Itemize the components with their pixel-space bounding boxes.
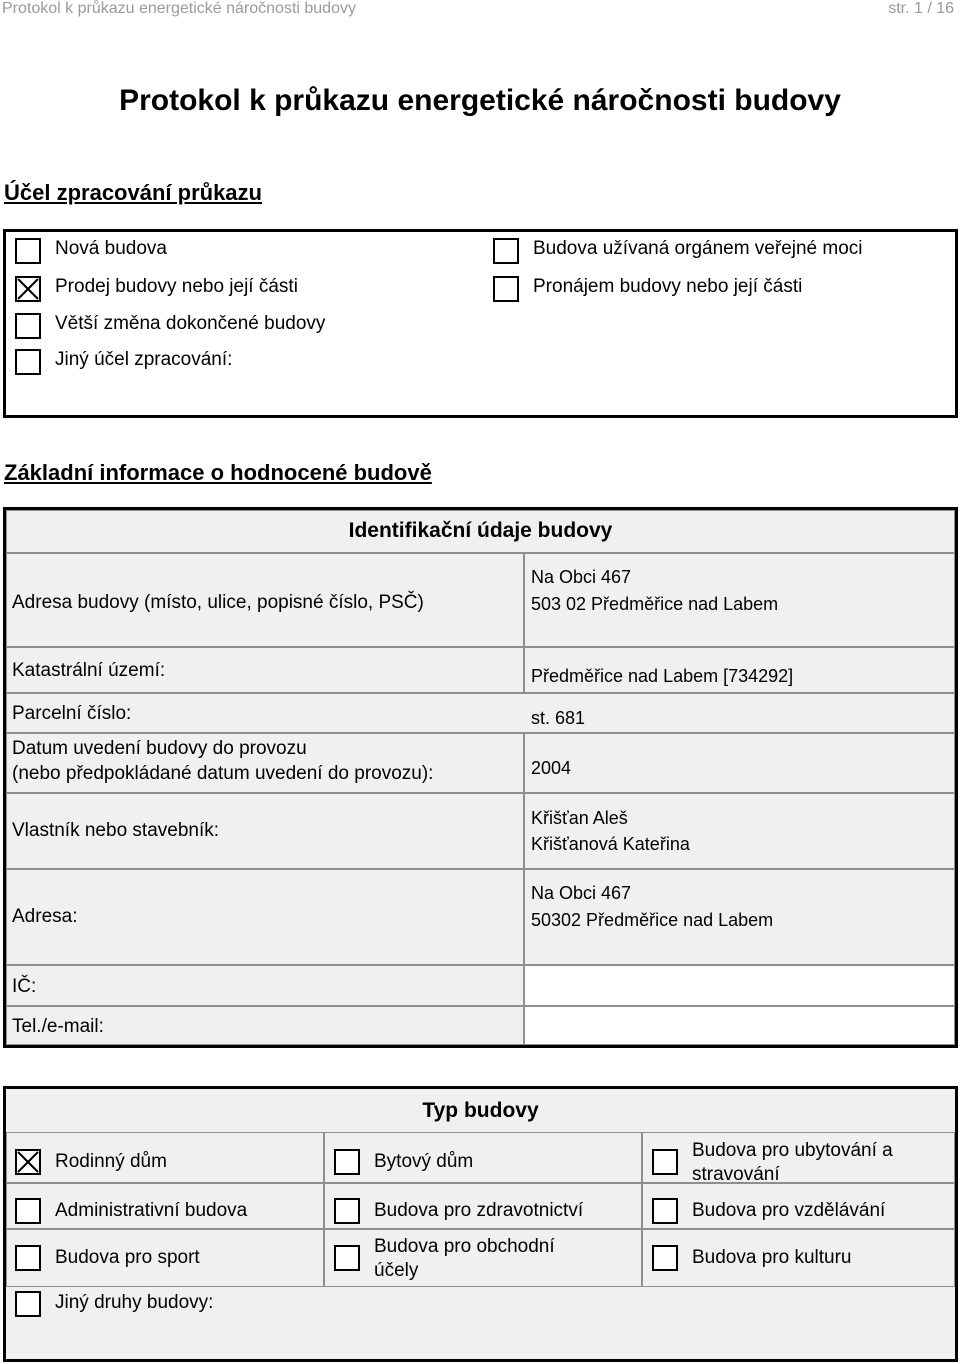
owner-line-1: Křišťan Aleš — [531, 808, 628, 828]
type-label-other: Jiný druhy budovy: — [55, 1292, 214, 1313]
tel-label: Tel./e-mail: — [12, 1016, 104, 1037]
owner-address-line-1: Na Obci 467 — [531, 883, 632, 903]
type-label-accommodation-2: stravování — [692, 1164, 780, 1185]
purpose-checkbox-rental[interactable] — [493, 276, 519, 302]
type-checkbox-sport[interactable] — [15, 1245, 41, 1271]
type-checkbox-other[interactable] — [15, 1291, 41, 1317]
owner-address-line-2: 50302 Předměřice nad Labem — [531, 910, 774, 930]
identification-table-title: Identifikační údaje budovy — [348, 519, 613, 542]
cadastral-label: Katastrální území: — [12, 660, 166, 681]
type-checkbox-education[interactable] — [652, 1198, 678, 1224]
type-label-apartment: Bytový dům — [374, 1151, 474, 1172]
page-number: str. 1 / 16 — [888, 0, 954, 17]
purpose-label-sale: Prodej budovy nebo její části — [55, 276, 298, 297]
type-label-culture: Budova pro kulturu — [692, 1247, 852, 1268]
address-line-2: 503 02 Předměřice nad Labem — [531, 594, 779, 614]
tel-value — [524, 1006, 955, 1045]
type-label-commercial-2: účely — [374, 1260, 419, 1281]
purpose-checkbox-renovation[interactable] — [15, 313, 41, 339]
type-label-office: Administrativní budova — [55, 1200, 248, 1221]
owner-address-label-cell — [6, 869, 524, 965]
purpose-checkbox-other[interactable] — [15, 349, 41, 375]
purpose-box — [3, 229, 958, 418]
checked-x-icon — [17, 278, 39, 300]
ic-label-cell — [6, 965, 524, 1006]
owner-address-label: Adresa: — [12, 906, 78, 927]
parcel-cell — [6, 693, 955, 733]
type-label-sport: Budova pro sport — [55, 1247, 200, 1268]
purpose-label-new: Nová budova — [55, 238, 167, 259]
date-value: 2004 — [531, 758, 572, 778]
building-type-heading: Typ budovy — [422, 1099, 539, 1122]
type-label-accommodation-1: Budova pro ubytování a — [692, 1140, 893, 1161]
purpose-label-public: Budova užívaná orgánem veřejné moci — [533, 238, 863, 259]
purpose-label-rental: Pronájem budovy nebo její části — [533, 276, 803, 297]
ic-label: IČ: — [12, 976, 37, 997]
type-checkbox-apartment[interactable] — [334, 1149, 360, 1175]
running-header-title: Protokol k průkazu energetické náročnosti budovy — [2, 0, 356, 17]
type-checkbox-family-house[interactable] — [15, 1149, 41, 1175]
type-checkbox-accommodation[interactable] — [652, 1149, 678, 1175]
purpose-label-other: Jiný účel zpracování: — [55, 349, 233, 370]
identification-table — [3, 507, 958, 1048]
type-checkbox-health[interactable] — [334, 1198, 360, 1224]
purpose-label-renovation: Větší změna dokončené budovy — [55, 313, 326, 334]
cadastral-value: Předměřice nad Labem [734292] — [531, 666, 794, 686]
date-value-cell — [524, 733, 955, 793]
checked-x-icon — [17, 1151, 39, 1173]
owner-label: Vlastník nebo stavebník: — [12, 820, 220, 841]
type-cell-apartment — [324, 1132, 642, 1183]
purpose-checkbox-sale[interactable] — [15, 276, 41, 302]
address-label: Adresa budovy (místo, ulice, popisné číslo, PSČ) — [12, 592, 424, 613]
date-label-1: Datum uvedení budovy do provozu — [12, 738, 307, 759]
parcel-label: Parcelní číslo: — [12, 703, 132, 724]
type-checkbox-office[interactable] — [15, 1198, 41, 1224]
date-label-2: (nebo předpokládané datum uvedení do provozu): — [12, 763, 434, 784]
purpose-checkbox-public[interactable] — [493, 238, 519, 264]
parcel-value: st. 681 — [531, 708, 586, 728]
basic-info-heading: Základní informace o hodnocené budově — [4, 460, 432, 485]
purpose-checkbox-new[interactable] — [15, 238, 41, 264]
address-line-1: Na Obci 467 — [531, 567, 632, 587]
type-label-health: Budova pro zdravotnictví — [374, 1200, 584, 1221]
type-checkbox-culture[interactable] — [652, 1245, 678, 1271]
page-title: Protokol k průkazu energetické náročnosti budovy — [119, 84, 841, 117]
type-label-education: Budova pro vzdělávání — [692, 1200, 886, 1221]
type-label-family-house: Rodinný dům — [55, 1151, 167, 1172]
owner-line-2: Křišťanová Kateřina — [531, 834, 690, 854]
ic-value — [524, 965, 955, 1006]
building-type-box — [3, 1086, 958, 1362]
type-label-commercial-1: Budova pro obchodní — [374, 1236, 555, 1257]
purpose-heading: Účel zpracování průkazu — [4, 180, 262, 205]
type-checkbox-commercial[interactable] — [334, 1245, 360, 1271]
